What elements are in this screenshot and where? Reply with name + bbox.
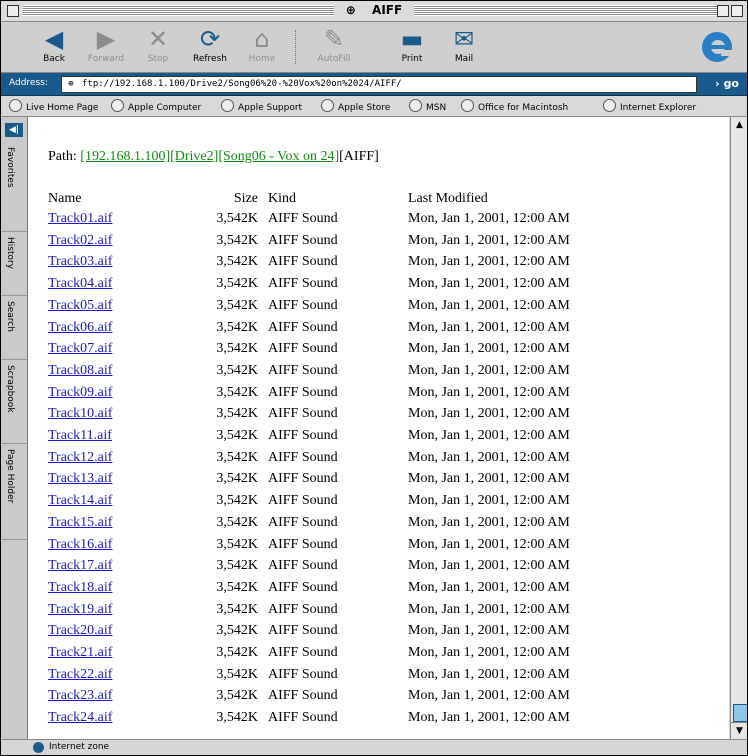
file-link[interactable]: Track24.aif xyxy=(48,710,113,726)
tab-history[interactable] xyxy=(1,231,27,296)
file-link[interactable]: Track11.aif xyxy=(48,428,112,443)
file-link[interactable]: Track17.aif xyxy=(48,558,113,574)
file-size: 3,542K xyxy=(216,645,258,660)
file-modified: Mon, Jan 1, 2001, 12:00 AM xyxy=(408,276,570,292)
file-link[interactable]: Track21.aif xyxy=(48,645,113,660)
file-size: 3,542K xyxy=(216,710,258,726)
back-button[interactable] xyxy=(27,24,81,68)
file-size: 3,542K xyxy=(216,558,258,574)
file-kind: AIFF Sound xyxy=(268,493,338,509)
tab-scrapbook[interactable] xyxy=(1,359,27,444)
print-icon: ▬ xyxy=(400,25,424,53)
title-bar[interactable] xyxy=(1,1,747,22)
file-modified: Mon, Jan 1, 2001, 12:00 AM xyxy=(408,514,570,530)
column-header-kind: Kind xyxy=(268,191,296,206)
file-size: 3,542K xyxy=(216,688,258,704)
file-modified: Mon, Jan 1, 2001, 12:00 AM xyxy=(408,688,570,704)
address-value: ftp://192.168.1.100/Drive2/Song06%20-%20Vox%20on%2024/AIFF/ xyxy=(82,79,402,89)
home-icon: ⌂ xyxy=(254,25,270,53)
ftp-globe-icon: ⊕ xyxy=(68,79,74,89)
favorites-bar xyxy=(1,96,747,117)
file-size: 3,542K xyxy=(216,471,258,487)
tab-label: History xyxy=(5,237,15,270)
autofill-button[interactable] xyxy=(307,24,361,68)
file-link[interactable]: Track04.aif xyxy=(48,276,113,292)
file-kind: AIFF Sound xyxy=(268,536,338,552)
path-label: Path: xyxy=(48,149,77,164)
file-modified: Mon, Jan 1, 2001, 12:00 AM xyxy=(408,297,570,313)
file-link[interactable]: Track02.aif xyxy=(48,232,113,248)
file-kind: AIFF Sound xyxy=(268,428,338,443)
favorite-page-icon xyxy=(409,99,422,112)
scroll-up-arrow-icon[interactable]: ▲ xyxy=(736,120,743,130)
favorite-label: Apple Support xyxy=(238,103,303,113)
file-link[interactable]: Track15.aif xyxy=(48,514,113,530)
file-modified: Mon, Jan 1, 2001, 12:00 AM xyxy=(408,428,570,443)
path-link-drive2[interactable]: [Drive2] xyxy=(170,149,219,164)
globe-icon: ⊕ xyxy=(340,3,366,17)
favorite-label: MSN xyxy=(426,103,447,113)
back-label: Back xyxy=(43,54,65,64)
file-link[interactable]: Track13.aif xyxy=(48,471,113,487)
zoom-box[interactable] xyxy=(717,5,729,17)
refresh-button[interactable] xyxy=(183,24,237,68)
file-size: 3,542K xyxy=(216,341,258,357)
file-kind: AIFF Sound xyxy=(268,384,338,400)
favorite-label: Live Home Page xyxy=(26,103,99,113)
file-kind: AIFF Sound xyxy=(268,232,338,248)
collapse-box[interactable] xyxy=(731,5,743,17)
internet-zone-icon xyxy=(33,742,44,753)
file-kind: AIFF Sound xyxy=(268,449,338,465)
favorite-page-icon xyxy=(221,99,234,112)
file-size: 3,542K xyxy=(216,276,258,292)
mail-icon: ✉ xyxy=(453,25,475,53)
file-link[interactable]: Track08.aif xyxy=(48,362,113,378)
forward-button[interactable] xyxy=(79,24,133,68)
column-header-modified: Last Modified xyxy=(408,191,488,206)
file-modified: Mon, Jan 1, 2001, 12:00 AM xyxy=(408,666,570,682)
file-kind: AIFF Sound xyxy=(268,319,338,335)
favorite-page-icon xyxy=(603,99,616,112)
file-size: 3,542K xyxy=(216,384,258,400)
explorer-bar-toggle[interactable]: ◀| xyxy=(5,123,23,137)
file-size: 3,542K xyxy=(216,536,258,552)
file-modified: Mon, Jan 1, 2001, 12:00 AM xyxy=(408,710,570,726)
file-modified: Mon, Jan 1, 2001, 12:00 AM xyxy=(408,579,570,595)
file-link[interactable]: Track03.aif xyxy=(48,254,113,270)
favorite-page-icon xyxy=(111,99,124,112)
mail-button[interactable] xyxy=(437,24,491,68)
file-modified: Mon, Jan 1, 2001, 12:00 AM xyxy=(408,471,570,487)
file-link[interactable]: Track20.aif xyxy=(48,623,113,639)
file-link[interactable]: Track18.aif xyxy=(48,579,113,595)
file-link[interactable]: Track16.aif xyxy=(48,536,113,552)
file-kind: AIFF Sound xyxy=(268,362,338,378)
file-kind: AIFF Sound xyxy=(268,666,338,682)
autofill-label: AutoFill xyxy=(317,54,351,64)
favorite-apple-support[interactable] xyxy=(221,99,302,113)
file-kind: AIFF Sound xyxy=(268,645,338,660)
favorite-page-icon xyxy=(461,99,474,112)
file-modified: Mon, Jan 1, 2001, 12:00 AM xyxy=(408,211,570,226)
favorite-apple-computer[interactable] xyxy=(111,99,201,113)
back-arrow-icon: ◀ xyxy=(44,25,64,53)
refresh-icon: ⟳ xyxy=(199,25,221,53)
file-size: 3,542K xyxy=(216,211,258,226)
file-size: 3,542K xyxy=(216,297,258,313)
file-modified: Mon, Jan 1, 2001, 12:00 AM xyxy=(408,341,570,357)
file-kind: AIFF Sound xyxy=(268,211,338,226)
file-link[interactable]: Track12.aif xyxy=(48,449,113,465)
file-kind: AIFF Sound xyxy=(268,579,338,595)
file-size: 3,542K xyxy=(216,232,258,248)
file-modified: Mon, Jan 1, 2001, 12:00 AM xyxy=(408,319,570,335)
file-size: 3,542K xyxy=(216,493,258,509)
column-header-size: Size xyxy=(233,191,258,206)
file-kind: AIFF Sound xyxy=(268,406,338,422)
favorite-page-icon xyxy=(9,99,22,112)
file-modified: Mon, Jan 1, 2001, 12:00 AM xyxy=(408,362,570,378)
forward-arrow-icon: ▶ xyxy=(96,25,116,53)
favorite-label: Internet Explorer xyxy=(620,103,697,113)
tab-label: Search xyxy=(5,301,15,332)
file-size: 3,542K xyxy=(216,319,258,335)
address-label: Address: xyxy=(9,78,48,88)
file-size: 3,542K xyxy=(216,254,258,270)
file-kind: AIFF Sound xyxy=(268,688,338,704)
file-size: 3,542K xyxy=(216,601,258,617)
print-button[interactable] xyxy=(385,24,439,68)
favorite-page-icon xyxy=(321,99,334,112)
file-size: 3,542K xyxy=(216,428,258,443)
file-size: 3,542K xyxy=(216,406,258,422)
stop-label: Stop xyxy=(147,54,169,64)
path-current: [AIFF] xyxy=(339,149,379,164)
file-kind: AIFF Sound xyxy=(268,558,338,574)
file-kind: AIFF Sound xyxy=(268,601,338,617)
tab-search[interactable] xyxy=(1,295,27,360)
column-header-name: Name xyxy=(48,191,82,206)
file-modified: Mon, Jan 1, 2001, 12:00 AM xyxy=(408,384,570,400)
file-link[interactable]: Track19.aif xyxy=(48,601,113,617)
file-modified: Mon, Jan 1, 2001, 12:00 AM xyxy=(408,623,570,639)
address-input[interactable] xyxy=(61,76,697,93)
favorite-label: Office for Macintosh xyxy=(478,103,569,113)
scroll-thumb[interactable] xyxy=(733,704,748,722)
favorite-label: Apple Computer xyxy=(128,103,202,113)
file-kind: AIFF Sound xyxy=(268,341,338,357)
file-modified: Mon, Jan 1, 2001, 12:00 AM xyxy=(408,406,570,422)
path-link-host[interactable]: [192.168.1.100] xyxy=(80,149,171,164)
file-link[interactable]: Track06.aif xyxy=(48,319,113,335)
print-label: Print xyxy=(401,54,423,64)
file-size: 3,542K xyxy=(216,449,258,465)
refresh-label: Refresh xyxy=(193,54,227,64)
stop-x-icon: ✕ xyxy=(147,25,169,53)
page-content xyxy=(28,117,729,739)
favorite-label: Apple Store xyxy=(338,103,391,113)
file-kind: AIFF Sound xyxy=(268,254,338,270)
file-modified: Mon, Jan 1, 2001, 12:00 AM xyxy=(408,645,570,660)
file-kind: AIFF Sound xyxy=(268,276,338,292)
vertical-scrollbar[interactable] xyxy=(730,117,748,739)
favorite-office-for-macintosh[interactable] xyxy=(461,99,568,113)
file-link[interactable]: Track10.aif xyxy=(48,406,113,422)
file-kind: AIFF Sound xyxy=(268,297,338,313)
address-bar xyxy=(1,73,747,96)
scroll-down-arrow-icon[interactable]: ▼ xyxy=(731,722,748,739)
file-link[interactable]: Track23.aif xyxy=(48,688,113,704)
go-label: go xyxy=(723,77,739,90)
file-modified: Mon, Jan 1, 2001, 12:00 AM xyxy=(408,601,570,617)
file-link[interactable]: Track01.aif xyxy=(48,211,113,226)
file-size: 3,542K xyxy=(216,666,258,682)
toolbar xyxy=(1,22,747,73)
file-link[interactable]: Track07.aif xyxy=(48,341,113,357)
file-size: 3,542K xyxy=(216,579,258,595)
file-size: 3,542K xyxy=(216,514,258,530)
tab-favorites[interactable] xyxy=(1,141,27,232)
breadcrumb xyxy=(48,149,379,165)
internet-explorer-logo[interactable] xyxy=(697,26,737,66)
tab-label: Favorites xyxy=(5,147,15,188)
file-modified: Mon, Jan 1, 2001, 12:00 AM xyxy=(408,254,570,270)
go-arrow-icon: › xyxy=(715,77,720,90)
go-button[interactable] xyxy=(701,77,739,91)
favorite-msn[interactable] xyxy=(409,99,446,113)
toolbar-separator xyxy=(295,30,297,64)
file-link[interactable]: Track14.aif xyxy=(48,493,113,509)
window-title: AIFF xyxy=(366,3,408,17)
favorite-live-home-page[interactable] xyxy=(9,99,98,113)
file-kind: AIFF Sound xyxy=(268,471,338,487)
tab-label: Scrapbook xyxy=(5,365,15,413)
status-zone: Internet zone xyxy=(49,742,110,752)
file-link[interactable]: Track05.aif xyxy=(48,297,113,313)
favorite-apple-store[interactable] xyxy=(321,99,390,113)
file-link[interactable]: Track09.aif xyxy=(48,384,113,400)
autofill-icon: ✎ xyxy=(323,25,345,53)
file-kind: AIFF Sound xyxy=(268,514,338,530)
mail-label: Mail xyxy=(454,54,474,64)
tab-label: Page Holder xyxy=(5,449,15,504)
file-size: 3,542K xyxy=(216,623,258,639)
forward-label: Forward xyxy=(87,54,125,64)
file-modified: Mon, Jan 1, 2001, 12:00 AM xyxy=(408,536,570,552)
stop-button[interactable] xyxy=(131,24,185,68)
favorite-internet-explorer[interactable] xyxy=(603,99,696,113)
file-link[interactable]: Track22.aif xyxy=(48,666,113,682)
path-link-song06[interactable]: [Song06 - Vox on 24] xyxy=(218,149,340,164)
file-size: 3,542K xyxy=(216,362,258,378)
home-label: Home xyxy=(248,54,276,64)
file-modified: Mon, Jan 1, 2001, 12:00 AM xyxy=(408,232,570,248)
file-modified: Mon, Jan 1, 2001, 12:00 AM xyxy=(408,493,570,509)
file-modified: Mon, Jan 1, 2001, 12:00 AM xyxy=(408,449,570,465)
status-bar xyxy=(1,739,747,756)
tab-page-holder[interactable] xyxy=(1,443,27,540)
file-kind: AIFF Sound xyxy=(268,623,338,639)
file-modified: Mon, Jan 1, 2001, 12:00 AM xyxy=(408,558,570,574)
explorer-bar-tabs xyxy=(1,117,28,739)
home-button[interactable] xyxy=(235,24,289,68)
file-kind: AIFF Sound xyxy=(268,710,338,726)
